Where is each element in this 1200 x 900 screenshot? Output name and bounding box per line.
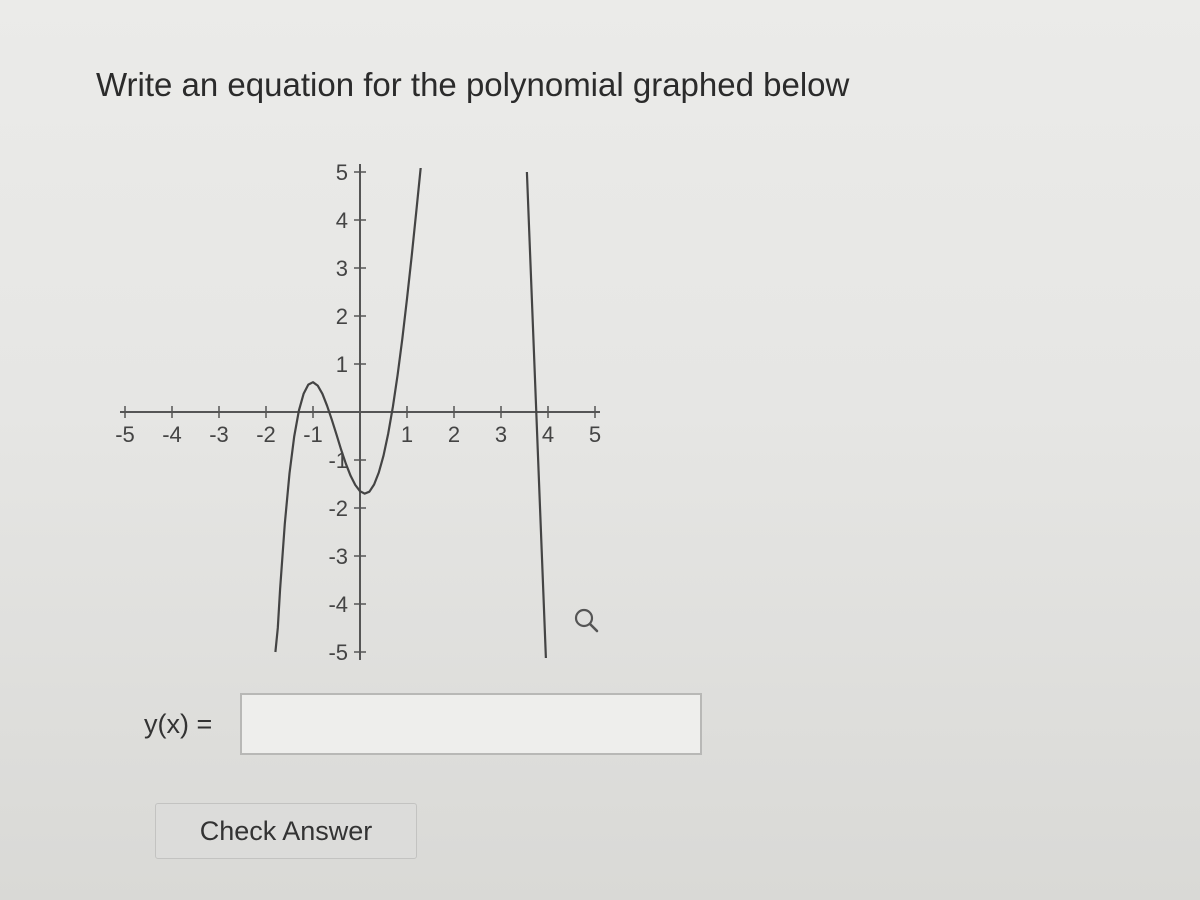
y-tick-label: -2 (328, 496, 348, 521)
curves (275, 150, 550, 670)
x-tick-label: -1 (303, 422, 323, 447)
x-tick-label: -3 (209, 422, 229, 447)
y-tick-label: 4 (335, 208, 348, 233)
series-line-2 (527, 172, 551, 670)
y-tick-label: 1 (335, 352, 348, 377)
answer-input[interactable] (240, 693, 702, 755)
y-tick-label: -3 (328, 544, 348, 569)
y-tick-label: -1 (328, 448, 348, 473)
x-tick-label: 5 (588, 422, 602, 447)
y-tick-label: 5 (335, 160, 348, 185)
series-line-1 (275, 150, 463, 652)
x-tick-label: -4 (162, 422, 182, 447)
x-tick-label: -5 (115, 422, 135, 447)
y-tick-label: -5 (328, 640, 348, 665)
x-tick-label: 1 (400, 422, 414, 447)
check-answer-button[interactable]: Check Answer (155, 803, 417, 859)
x-tick-label: 3 (494, 422, 508, 447)
magnifier-icon[interactable] (576, 610, 597, 631)
x-tick-label: -2 (256, 422, 276, 447)
y-tick-label: 3 (335, 256, 348, 281)
y-tick-label: 2 (335, 304, 348, 329)
answer-row (144, 693, 702, 755)
x-tick-label: 4 (541, 422, 555, 447)
answer-label: y(x) = (144, 708, 213, 739)
x-tick-label: 2 (447, 422, 461, 447)
question-text: Write an equation for the polynomial graphed below (96, 66, 850, 103)
axes (120, 164, 600, 660)
polynomial-graph (110, 150, 630, 670)
y-tick-label: -4 (328, 592, 348, 617)
